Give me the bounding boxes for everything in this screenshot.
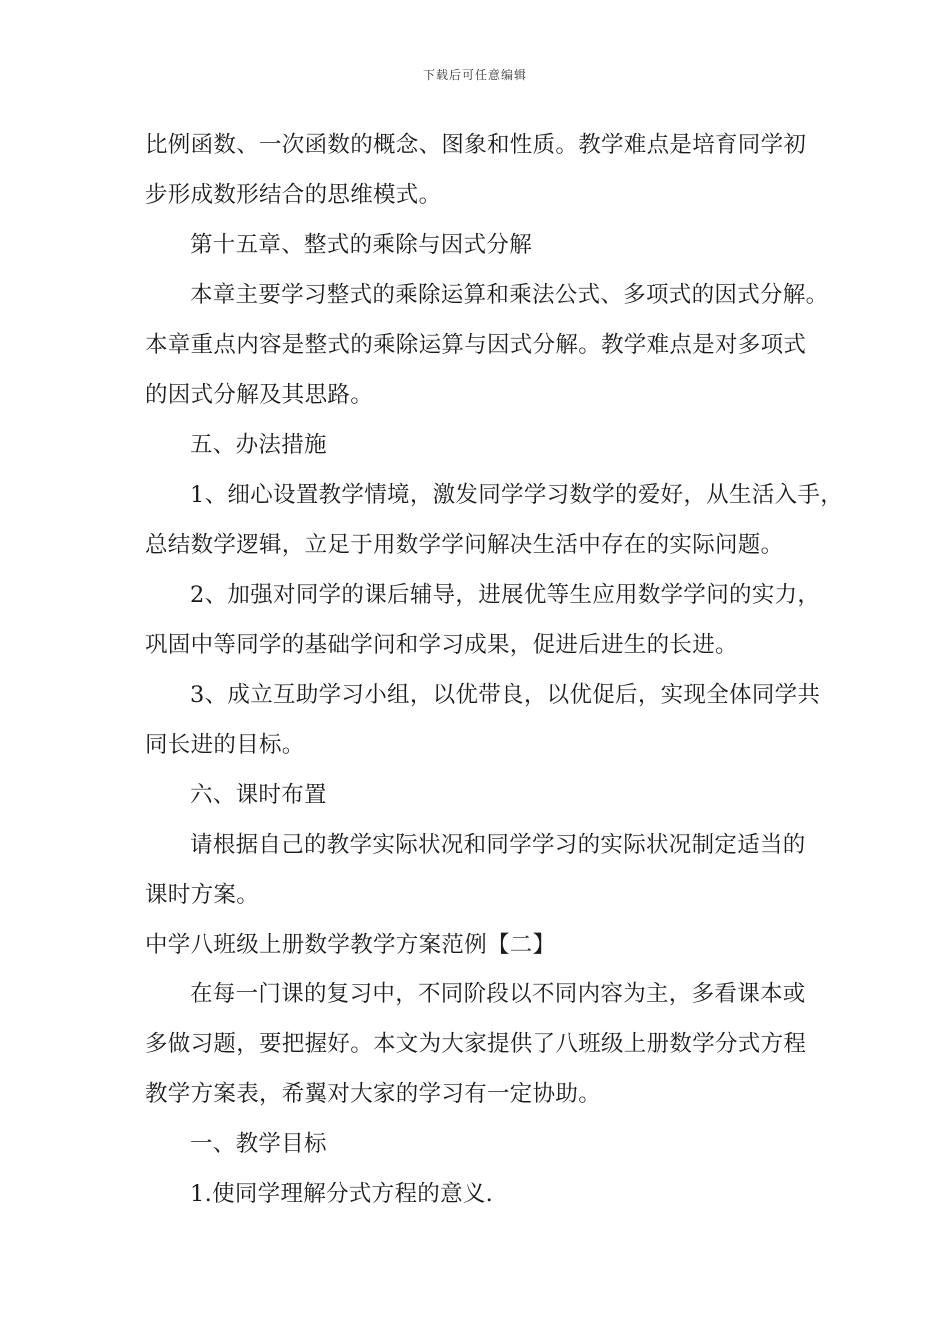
section-heading: 一、教学目标 [190, 1131, 327, 1157]
text-line: 本章主要学习整式的乘除运算和乘法公式、多项式的因式分解。 [190, 282, 829, 308]
text-line: 请根据自己的教学实际状况和同学学习的实际状况制定适当的 [190, 832, 806, 858]
list-item: 1、细心设置教学情境，激发同学学习数学的爱好，从生活入手， [190, 482, 844, 508]
text-line: 巩固中等同学的基础学问和学习成果，促进后进生的长进。 [145, 632, 738, 658]
list-item: 2、加强对同学的课后辅导，进展优等生应用数学学问的实力， [190, 582, 821, 608]
text-line: 课时方案。 [145, 882, 260, 908]
text-line: 步形成数形结合的思维模式。 [145, 182, 442, 208]
text-line: 同长进的目标。 [145, 732, 305, 758]
text-line: 比例函数、一次函数的概念、图象和性质。教学难点是培育同学初 [145, 132, 807, 158]
list-item: 1.使同学理解分式方程的意义. [190, 1181, 494, 1207]
text-line: 总结数学逻辑，立足于用数学学问解决生活中存在的实际问题。 [145, 532, 784, 558]
text-line: 教学方案表，希翼对大家的学习有一定协助。 [145, 1081, 602, 1107]
page-header-note: 下载后可任意编辑 [422, 68, 527, 82]
text-line: 在每一门课的复习中，不同阶段以不同内容为主，多看课本或 [190, 981, 806, 1007]
text-line: 的因式分解及其思路。 [145, 382, 374, 408]
text-line: 本章重点内容是整式的乘除运算与因式分解。教学难点是对多项式 [145, 332, 807, 358]
chapter-heading: 第十五章、整式的乘除与因式分解 [190, 232, 533, 258]
document-title: 中学八班级上册数学教学方案范例【二】 [145, 932, 556, 958]
section-heading: 六、课时布置 [190, 782, 327, 808]
text-line: 多做习题，要把握好。本文为大家提供了八班级上册数学分式方程 [145, 1031, 807, 1057]
document-body [145, 130, 844, 1229]
list-item: 3、成立互助学习小组，以优带良，以优促后，实现全体同学共 [190, 682, 821, 708]
section-heading: 五、办法措施 [190, 432, 327, 458]
